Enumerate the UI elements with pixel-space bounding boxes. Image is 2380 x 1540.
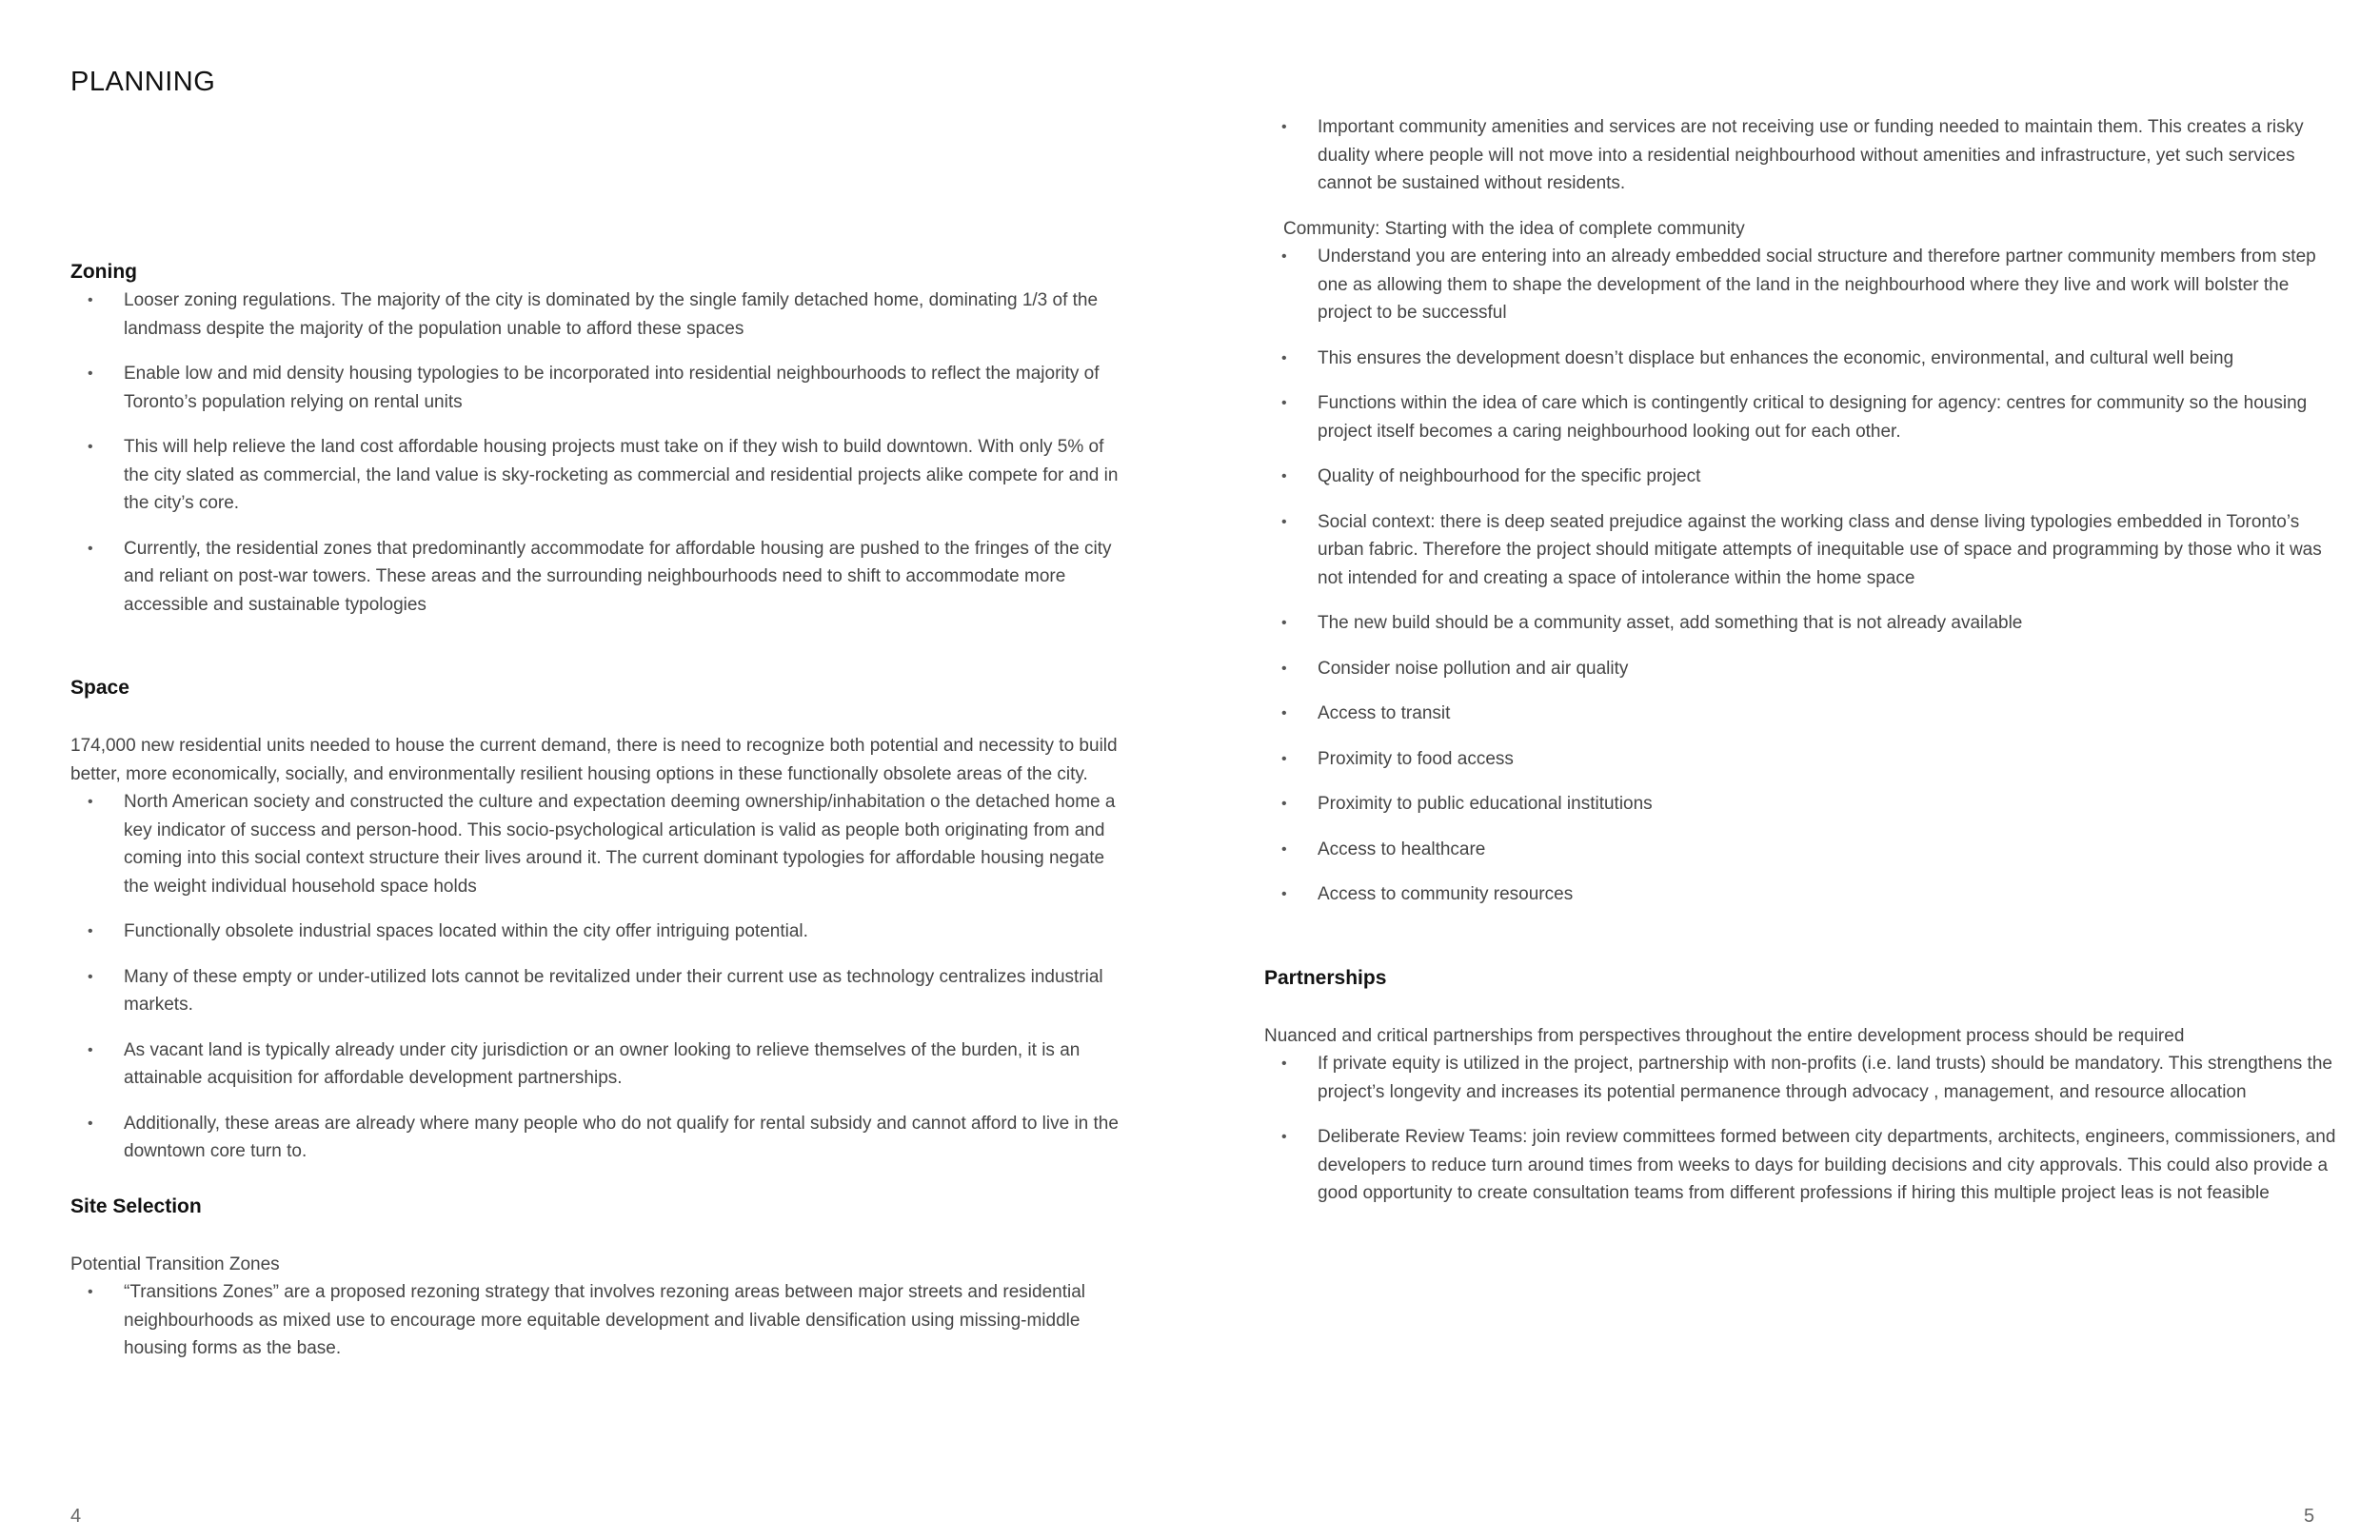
list-item: • Access to transit <box>1264 700 2340 728</box>
bullet-icon: • <box>1281 705 1287 721</box>
bullet-icon: • <box>88 923 93 939</box>
bullet-icon: • <box>88 968 93 985</box>
page-number-left: 4 <box>70 1506 82 1527</box>
list-item: • This ensures the development doesn’t displace but enhances the economic, environmental, and cultural well being <box>1264 345 2340 373</box>
list-item: • As vacant land is typically already under city jurisdiction or an owner looking to relieve themselves of the burden, it is an attainable acquisition for affordable development partnerships. <box>70 1037 1127 1093</box>
bullet-icon: • <box>88 1284 93 1300</box>
bullet-icon: • <box>1281 349 1287 366</box>
list-item: • Many of these empty or under-utilized lots cannot be revitalized under their current use as technology centralizes industrial markets. <box>70 963 1127 1019</box>
list-item: • Access to healthcare <box>1264 836 2340 864</box>
community-subheading: Community: Starting with the idea of complete community <box>1283 218 1745 239</box>
site-selection-bullet-list <box>70 1278 1127 1363</box>
bullet-icon: • <box>88 1041 93 1058</box>
list-item: • Functionally obsolete industrial spaces located within the city offer intriguing potential. <box>70 918 1127 946</box>
list-item: • Quality of neighbourhood for the specific project <box>1264 463 2340 491</box>
partnerships-heading: Partnerships <box>1264 966 1387 989</box>
bullet-icon: • <box>88 292 93 308</box>
page-title: PLANNING <box>70 67 216 97</box>
list-item: • Additionally, these areas are already where many people who do not qualify for rental subsidy and cannot afford to live in the downtown core turn to. <box>70 1110 1127 1166</box>
list-item: • Understand you are entering into an already embedded social structure and therefore partner community members from step one as allowing them to shape the development of the land in the neighbourhood where they live and work will bolster the project to be successful <box>1264 243 2340 327</box>
list-item: • Currently, the residential zones that predominantly accommodate for affordable housing are pushed to the fringes of the city and reliant on post-war towers. These areas and the surrounding neighbourhoods need to shift to accommodate more accessible and sustainable typologies <box>70 535 1127 620</box>
bullet-icon: • <box>88 439 93 455</box>
list-item: • Consider noise pollution and air quality <box>1264 655 2340 683</box>
list-item: • The new build should be a community asset, add something that is not already available <box>1264 609 2340 638</box>
bullet-icon: • <box>1281 1129 1287 1145</box>
bullet-icon: • <box>1281 513 1287 530</box>
list-item: • This will help relieve the land cost affordable housing projects must take on if they wish to build downtown. With only 5% of the city slated as commercial, the land value is sky-rocketing as commercial and residential projects alike compete for and in the city’s core. <box>70 433 1127 518</box>
continued-bullet-list <box>1264 113 2340 198</box>
bullet-icon: • <box>1281 660 1287 677</box>
space-intro: 174,000 new residential units needed to house the current demand, there is need to recognize both potential and necessity to build better, more economically, socially, and environmentally resilient housing options in these functionally obsolete areas of the city. <box>70 736 1118 784</box>
bullet-icon: • <box>1281 248 1287 265</box>
list-item: • Proximity to public educational institutions <box>1264 790 2340 819</box>
community-bullet-list <box>1264 243 2340 909</box>
list-item: • If private equity is utilized in the project, partnership with non-profits (i.e. land trusts) should be mandatory. This strengthens the project’s longevity and increases its potential permanence through advocacy , management, and resource allocation <box>1264 1050 2340 1106</box>
bullet-icon: • <box>1281 796 1287 812</box>
list-item: • Enable low and mid density housing typologies to be incorporated into residential neighbourhoods to reflect the majority of Toronto’s population relying on rental units <box>70 360 1127 416</box>
list-item: • Access to community resources <box>1264 880 2340 909</box>
list-item: • Looser zoning regulations. The majority of the city is dominated by the single family detached home, dominating 1/3 of the landmass despite the majority of the population unable to afford these spaces <box>70 286 1127 343</box>
zoning-bullet-list <box>70 286 1127 619</box>
bullet-icon: • <box>1281 1056 1287 1072</box>
bullet-icon: • <box>1281 468 1287 484</box>
zoning-heading: Zoning <box>70 261 137 283</box>
list-item: • Deliberate Review Teams: join review committees formed between city departments, architects, engineers, commissioners, and developers to reduce turn around times from weeks to days for building decisions and city approvals. This could also provide a good opportunity to create consultation teams from different professions if hiring this multiple project leas is not feasible <box>1264 1123 2340 1208</box>
site-selection-subheading: Potential Transition Zones <box>70 1254 280 1274</box>
site-selection-heading: Site Selection <box>70 1194 202 1217</box>
bullet-icon: • <box>88 365 93 382</box>
bullet-icon: • <box>1281 615 1287 631</box>
bullet-icon: • <box>1281 119 1287 135</box>
partnerships-intro: Nuanced and critical partnerships from perspectives throughout the entire development process should be required <box>1264 1025 2185 1046</box>
list-item: • Functions within the idea of care which is contingently critical to designing for agency: centres for community so the housing project itself becomes a caring neighbourhood looking out for each other. <box>1264 389 2340 445</box>
list-item: • “Transitions Zones” are a proposed rezoning strategy that involves rezoning areas between major streets and residential neighbourhoods as mixed use to encourage more equitable development and livable densification using missing-middle housing forms as the base. <box>70 1278 1127 1363</box>
bullet-icon: • <box>1281 840 1287 858</box>
right-column <box>1264 113 2340 1208</box>
bullet-icon: • <box>1281 886 1287 902</box>
bullet-icon: • <box>1281 395 1287 411</box>
bullet-icon: • <box>88 794 93 810</box>
list-item: • North American society and constructed the culture and expectation deeming ownership/inhabitation o the detached home a key indicator of success and person-hood. This socio-psychological articulation is valid as people both originating from and coming into this social context structure their lives around it. The current dominant typologies for affordable housing negate the weight individual household space holds <box>70 788 1127 900</box>
list-item: • Social context: there is deep seated prejudice against the working class and dense living typologies embedded in Toronto’s urban fabric. Therefore the project should mitigate attempts of inequitable use of space and programming by those who it was not intended for and creating a space of intolerance within the home space <box>1264 508 2340 593</box>
list-item: • Important community amenities and services are not receiving use or funding needed to maintain them. This creates a risky duality where people will not move into a residential neighbourhood without amenities and infrastructure, yet such services cannot be sustained without residents. <box>1264 113 2340 198</box>
space-bullet-list <box>70 788 1127 1166</box>
list-item: • Proximity to food access <box>1264 745 2340 774</box>
partnerships-bullet-list <box>1264 1050 2340 1208</box>
bullet-icon: • <box>88 540 93 557</box>
space-heading: Space <box>70 677 129 699</box>
page-number-right: 5 <box>2304 1506 2315 1527</box>
bullet-icon: • <box>1281 750 1287 767</box>
bullet-icon: • <box>88 1115 93 1132</box>
left-column <box>70 258 1127 1363</box>
